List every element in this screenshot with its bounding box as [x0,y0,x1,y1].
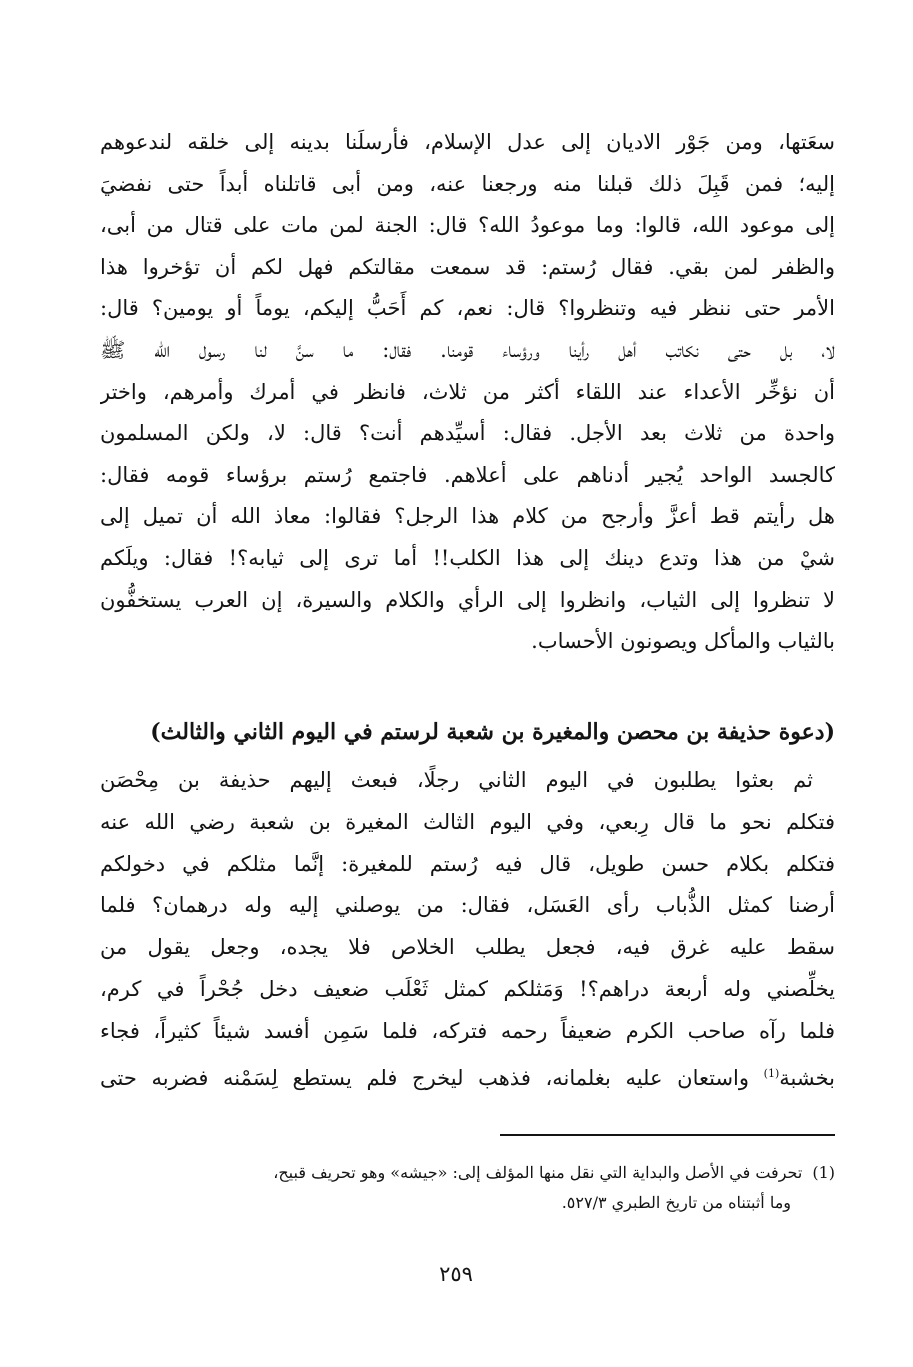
text-line: سعَتها، ومن جَوْر الاديان إلى عدل الإسلام، فأرسلَنا بدينه إلى خلقه لندعوهم [100,130,835,154]
text-line: فلما رآه صاحب الكرم ضعيفاً رحمه فتركه، فلما سَمِن أفسد شيئاً كثيراً، فجاء [100,1018,835,1043]
text-line-with-footnote-ref [100,1053,835,1100]
text-line: أن نؤخِّر الأعداء عند اللقاء أكثر من ثلاث، فانظر في أمرك وأمرهم، واختر [100,379,835,404]
line-continuation: واستعان عليه بغلمانه، فذهب ليخرج فلم يستطع لِسَمْنه فضربه حتى [100,1065,750,1090]
text-line: إليه؛ فمن قَبِلَ ذلك قبلنا منه ورجعنا عنه، ومن أبى قاتلناه أبداً حتى نفضيَ [100,171,835,196]
text-line: الأمر حتى ننظر فيه وتنظروا؟ قال: نعم، كم أَحَبُّ إليكم، يوماً أو يومين؟ قال: [100,296,835,321]
text-line: فتكلم نحو ما قال رِبعي، وفي اليوم الثالث المغيرة بن شعبة رضي الله عنه [100,809,835,834]
page-number: ٢٥٩ [439,1262,473,1286]
footnote-text-line: تحرفت في الأصل والبداية التي نقل منها المؤلف إلى: «جيشه» وهو تحريف قبيح، [273,1163,803,1182]
paragraph-rustam-dialogue [100,122,835,663]
text-line: إلى موعود الله، قالوا: وما موعودُ الله؟ قال: الجنة لمن مات على قتال من أبى، [100,213,835,238]
text-line: واحدة من ثلاث بعد الأجل. فقال: أسيِّدهم أنت؟ قال: لا، ولكن المسلمون [100,421,835,446]
section-heading: (دعوة حذيفة بن محصن والمغيرة بن شعبة لرستم في اليوم الثاني والثالث) [150,719,835,745]
text-line: لا تنظروا إلى الثياب، وانظروا إلى الرأي والكلام والسيرة، إن العرب يستخفُّون [100,587,835,612]
footnote-divider [500,1134,835,1136]
text-line: فتكلم بكلام حسن طويل، قال فيه رُستم للمغيرة: إنَّما مثلكم في دخولكم [100,851,835,876]
text-line: والظفر لمن بقي. فقال رُستم: قد سمعت مقالتكم فهل لكم أن تؤخروا هذا [100,254,835,279]
text-line: أرضنا كمثل الذُّباب رأى العَسَل، فقال: من يوصلني إليه وله درهمان؟ فلما [100,893,835,918]
text-line: يخلِّصني وله أربعة دراهم؟! وَمَثلكم كمثل ثَعْلَب ضعيف دخل جُحْراً في كرم، [100,976,835,1001]
paragraph-hudhayfa-mughira [100,760,835,1099]
text-line: لا، بل حتى نكاتب أهل رأينا ورؤساء قومنا. فقال: ما سنَّ لنا رسول الله ﷺ [100,337,835,362]
text-line: هل رأيتم قط أعزَّ وأرجح من كلام هذا الرجل؟ فقالوا: معاذ الله أن تميل إلى [100,504,835,529]
text-line: شيْ من هذا وتدع دينك إلى هذا الكلب!! أما ترى إلى ثيابه؟! فقال: ويلَكم [100,545,835,570]
text-line: كالجسد الواحد يُجير أدناهم على أعلاهم. فاجتمع رُستم برؤساء قومه فقال: [100,462,835,487]
footnote-reference[interactable]: (1) [763,1066,780,1080]
text-line: سقط عليه غرق فيه، فجعل يطلب الخلاص فلا يجده، وجعل يقول من [100,935,835,960]
text-line: ثم بعثوا يطلبون في اليوم الثاني رجلًا، فبعث إليهم حذيفة بن مِحْصَن [100,768,813,792]
footnote-marker: (1) [812,1163,835,1182]
footnote-text-line: وما أثبتناه من تاريخ الطبري ٥٢٧/٣. [561,1193,791,1212]
footnote-anchor-word: بخشبة [779,1065,835,1090]
footnote [100,1158,835,1218]
text-line: بالثياب والمأكل ويصونون الأحساب. [531,629,835,654]
